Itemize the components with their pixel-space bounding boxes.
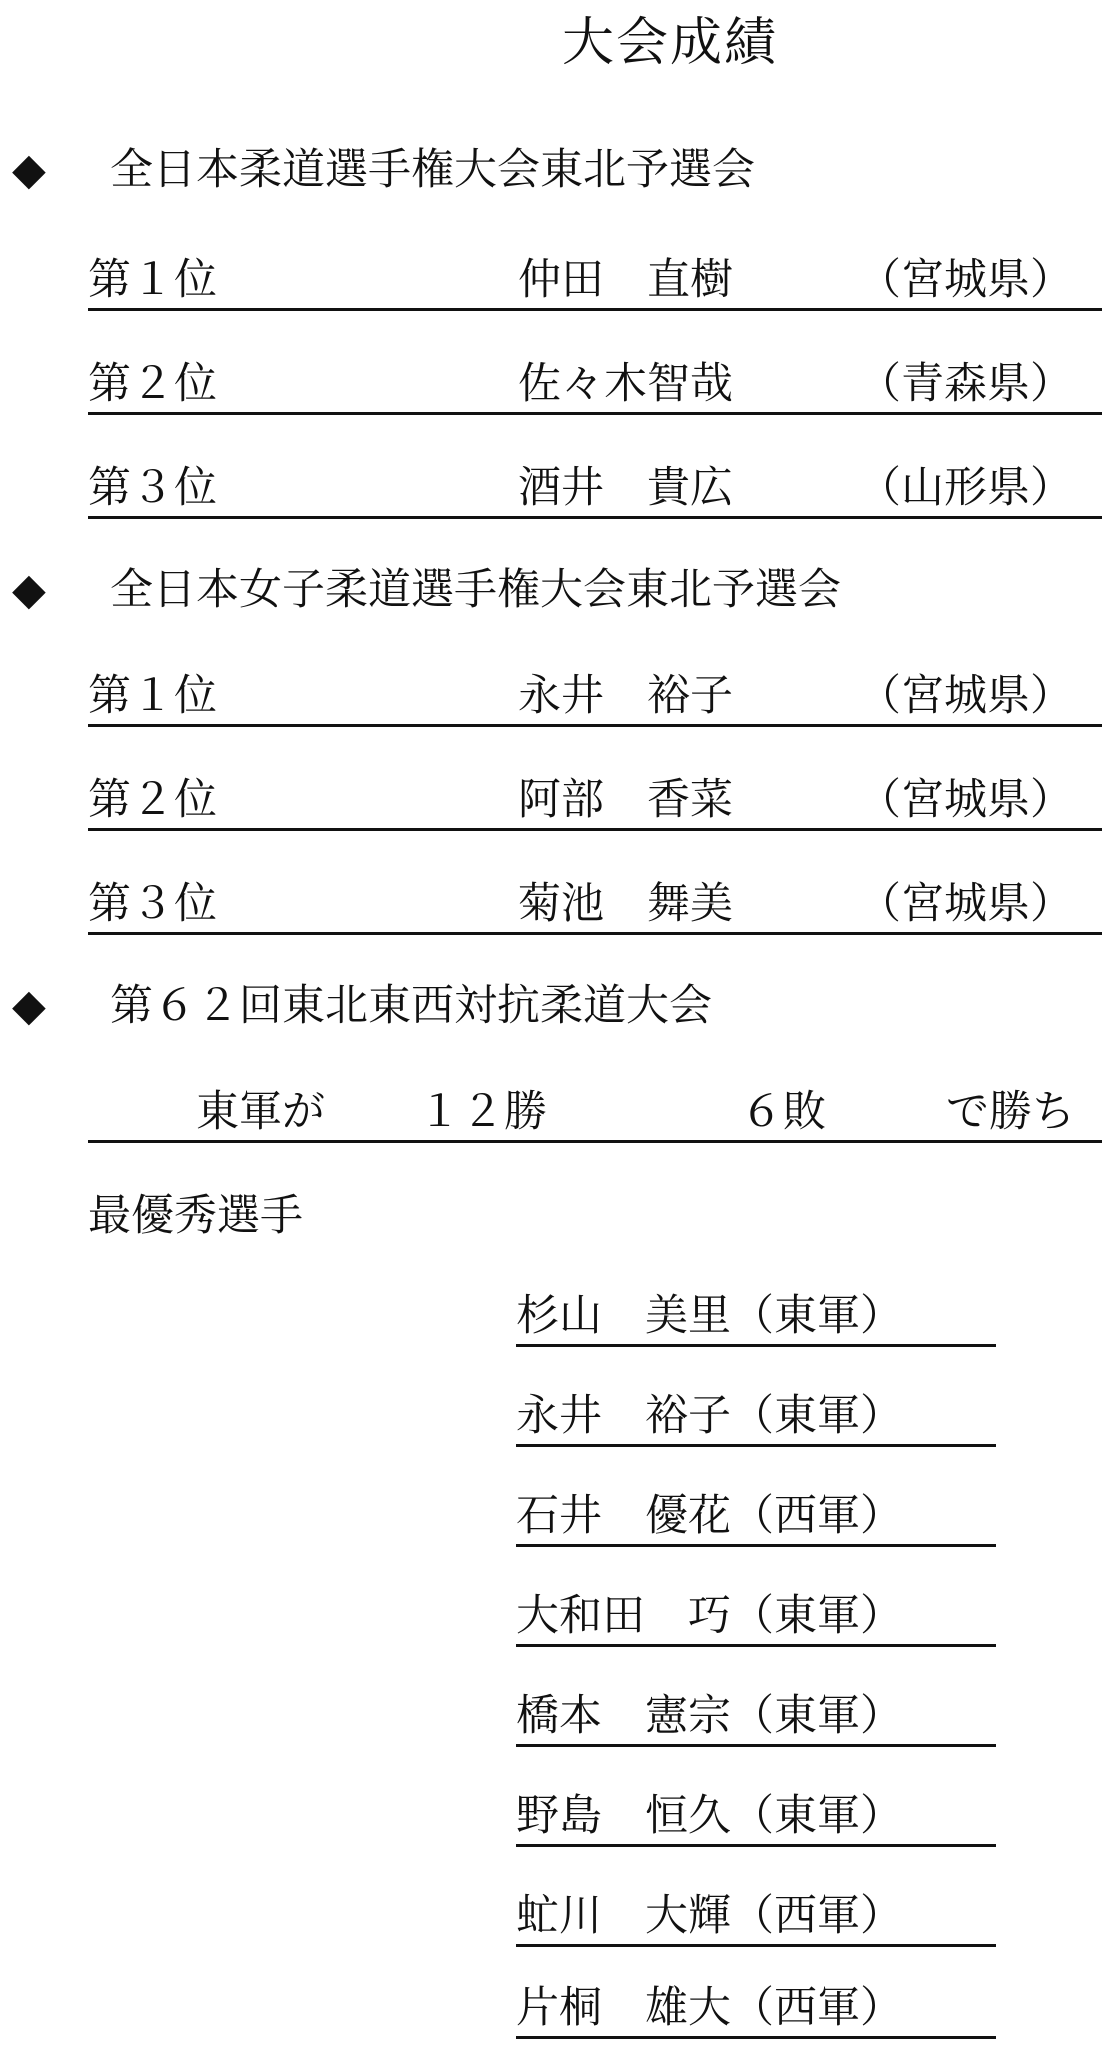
- mvp-player: 杉山 美里（東軍）: [516, 1288, 996, 1347]
- page-title: 大会成績: [561, 13, 778, 73]
- winning-team: 東軍が: [196, 1087, 325, 1137]
- mvp-player: 石井 優花（西軍）: [516, 1488, 996, 1547]
- rank: 第２位: [88, 359, 217, 409]
- result-row: [88, 876, 1102, 935]
- section-heading-1: [12, 142, 755, 198]
- diamond-bullet-icon: ◆: [12, 144, 46, 195]
- rank: 第１位: [88, 671, 217, 721]
- mvp-player: 虻川 大輝（西軍）: [516, 1888, 996, 1947]
- mvp-player: 永井 裕子（東軍）: [516, 1388, 996, 1447]
- athlete-name: 酒井 貴広: [518, 463, 733, 513]
- mvp-player: 大和田 巧（東軍）: [516, 1588, 996, 1647]
- prefecture: （宮城県）: [858, 879, 1073, 929]
- mvp-label: 最優秀選手: [88, 1191, 303, 1241]
- result-row: [88, 668, 1102, 727]
- prefecture: （宮城県）: [858, 775, 1073, 825]
- athlete-name: 菊池 舞美: [518, 879, 733, 929]
- athlete-name: 永井 裕子: [518, 671, 733, 721]
- athlete-name: 阿部 香菜: [518, 775, 733, 825]
- section-title: 全日本女子柔道選手権大会東北予選会: [110, 565, 841, 615]
- result-row: [88, 356, 1102, 415]
- outcome: で勝ち: [946, 1087, 1075, 1137]
- section-heading-2: [12, 562, 841, 618]
- wins: １２勝: [418, 1087, 547, 1137]
- rank: 第１位: [88, 255, 217, 305]
- match-score-row: [88, 1084, 1102, 1143]
- result-row: [88, 460, 1102, 519]
- diamond-bullet-icon: ◆: [12, 564, 46, 615]
- prefecture: （青森県）: [858, 359, 1073, 409]
- section-title: 第６２回東北東西対抗柔道大会: [110, 981, 712, 1031]
- mvp-player: 野島 恒久（東軍）: [516, 1788, 996, 1847]
- losses: ６敗: [740, 1087, 826, 1137]
- prefecture: （宮城県）: [858, 255, 1073, 305]
- rank: 第２位: [88, 775, 217, 825]
- diamond-bullet-icon: ◆: [12, 980, 46, 1031]
- mvp-player: 橋本 憲宗（東軍）: [516, 1688, 996, 1747]
- athlete-name: 佐々木智哉: [518, 359, 733, 409]
- athlete-name: 仲田 直樹: [518, 255, 733, 305]
- prefecture: （宮城県）: [858, 671, 1073, 721]
- mvp-player: 片桐 雄大（西軍）: [516, 1980, 996, 2039]
- rank: 第３位: [88, 879, 217, 929]
- section-title: 全日本柔道選手権大会東北予選会: [110, 145, 755, 195]
- prefecture: （山形県）: [858, 463, 1073, 513]
- result-row: [88, 252, 1102, 311]
- rank: 第３位: [88, 463, 217, 513]
- section-heading-3: [12, 978, 712, 1034]
- result-row: [88, 772, 1102, 831]
